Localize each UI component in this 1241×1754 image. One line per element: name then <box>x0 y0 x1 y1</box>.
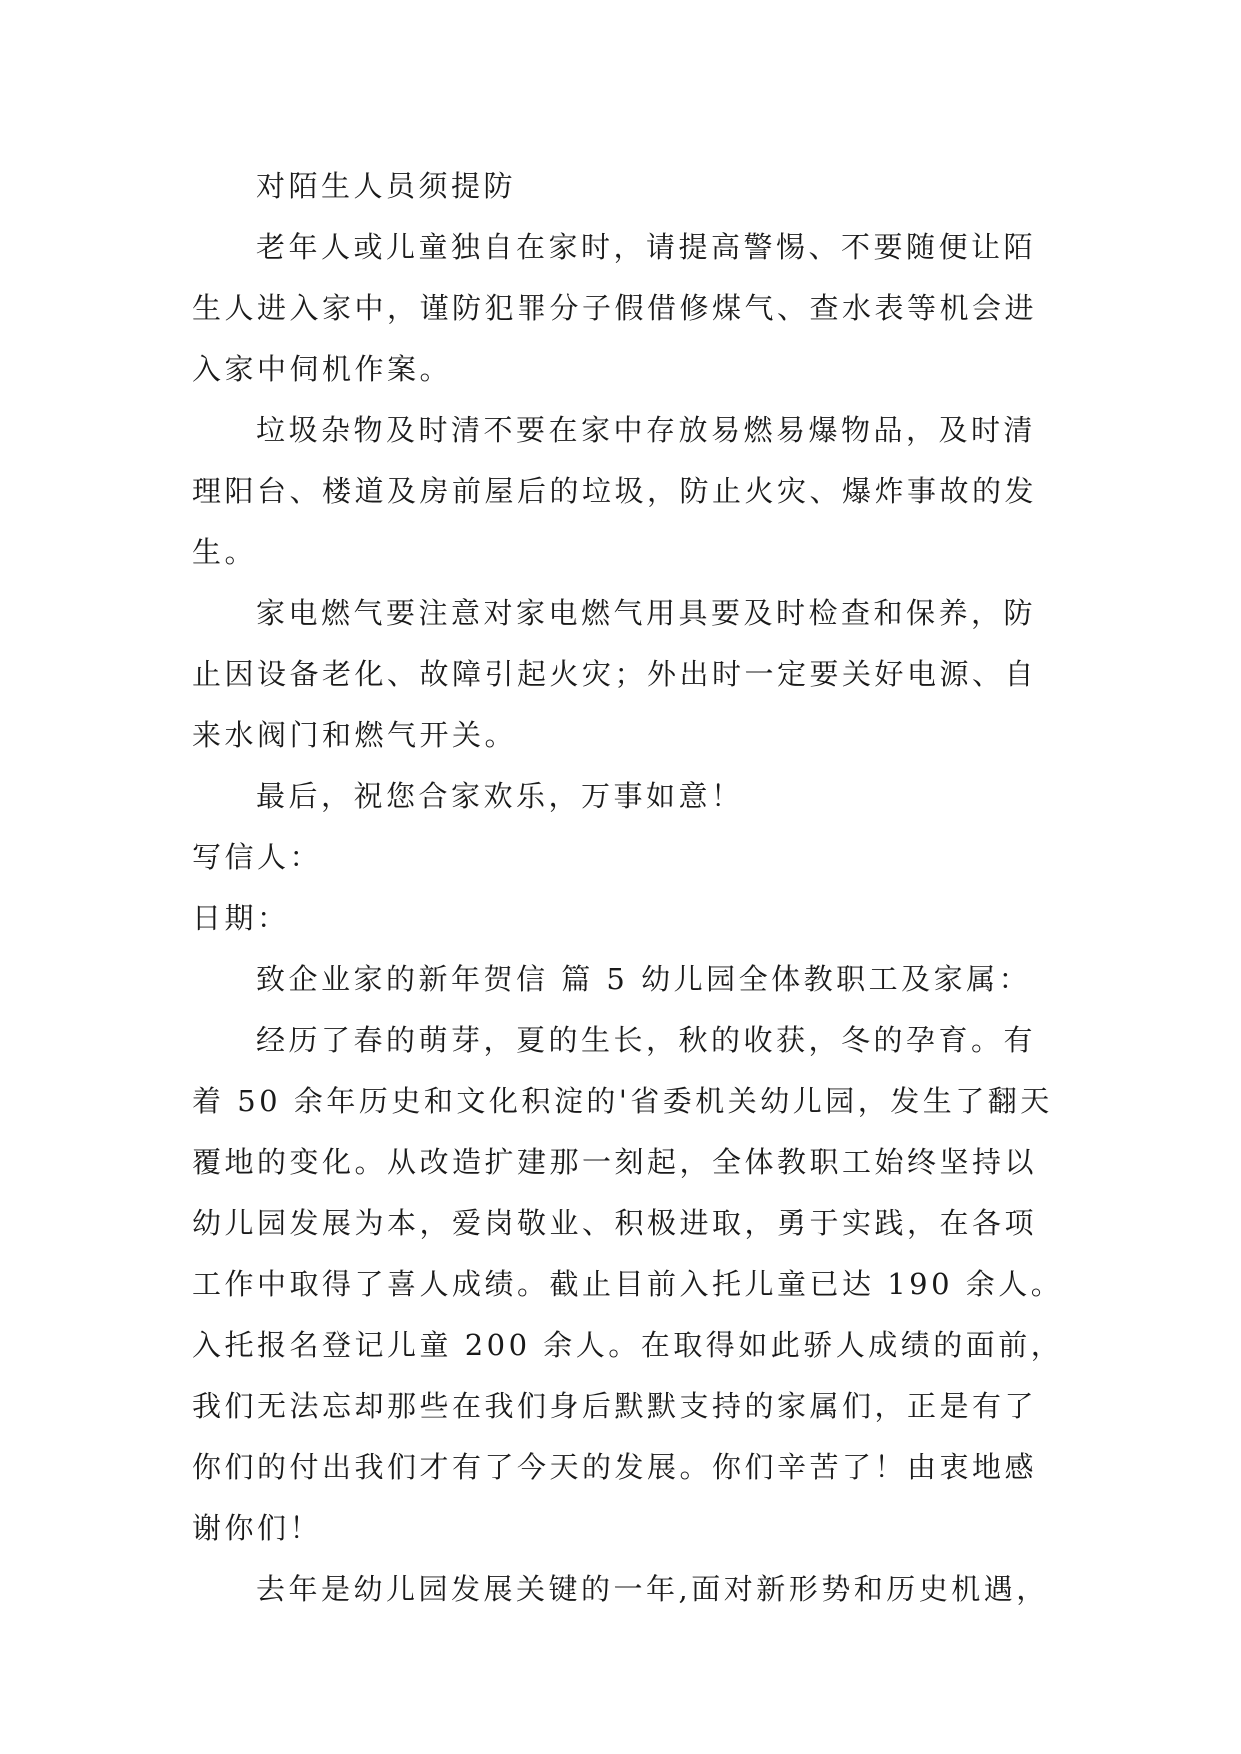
paragraph-line: 家电燃气要注意对家电燃气用具要及时检查和保养，防 <box>256 596 1037 630</box>
signature-date-label: 日期： <box>192 901 290 935</box>
paragraph-line: 生。 <box>192 535 258 569</box>
paragraph-line: 入家中伺机作案。 <box>192 352 453 386</box>
paragraph-line: 理阳台、楼道及房前屋后的垃圾，防止火灾、爆炸事故的发 <box>192 474 1038 508</box>
paragraph-line: 去年是幼儿园发展关键的一年,面对新形势和历史机遇， <box>256 1572 1049 1606</box>
paragraph-line: 我们无法忘却那些在我们身后默默支持的家属们，正是有了 <box>192 1389 1038 1423</box>
signature-writer-label: 写信人： <box>192 840 323 874</box>
paragraph-line: 经历了春的萌芽，夏的生长，秋的收获，冬的孕育。有 <box>256 1023 1037 1057</box>
paragraph-line: 你们的付出我们才有了今天的发展。你们辛苦了！由衷地感 <box>192 1450 1038 1484</box>
paragraph-line: 来水阀门和燃气开关。 <box>192 718 518 752</box>
paragraph-line: 垃圾杂物及时清不要在家中存放易燃易爆物品，及时清 <box>256 413 1037 447</box>
section-heading-stranger-caution: 对陌生人员须提防 <box>256 169 517 203</box>
paragraph-line: 覆地的变化。从改造扩建那一刻起，全体教职工始终坚持以 <box>192 1145 1038 1179</box>
paragraph-line: 老年人或儿童独自在家时，请提高警惕、不要随便让陌 <box>256 230 1037 264</box>
paragraph-line: 入托报名登记儿童 200 余人。在取得如此骄人成绩的面前， <box>192 1328 1064 1362</box>
section-heading-new-year-letter: 致企业家的新年贺信 篇 5 幼儿园全体教职工及家属： <box>256 962 1032 996</box>
paragraph-line: 止因设备老化、故障引起火灾；外出时一定要关好电源、自 <box>192 657 1038 691</box>
paragraph-line: 生人进入家中，谨防犯罪分子假借修煤气、查水表等机会进 <box>192 291 1038 325</box>
paragraph-line: 幼儿园发展为本，爱岗敬业、积极进取，勇于实践，在各项 <box>192 1206 1038 1240</box>
paragraph-line: 谢你们！ <box>192 1511 323 1545</box>
paragraph-line: 工作中取得了喜人成绩。截止目前入托儿童已达 190 余人。 <box>192 1267 1064 1301</box>
closing-wish: 最后，祝您合家欢乐，万事如意！ <box>256 779 744 813</box>
paragraph-line: 着 50 余年历史和文化积淀的'省委机关幼儿园，发生了翻天 <box>192 1084 1053 1118</box>
